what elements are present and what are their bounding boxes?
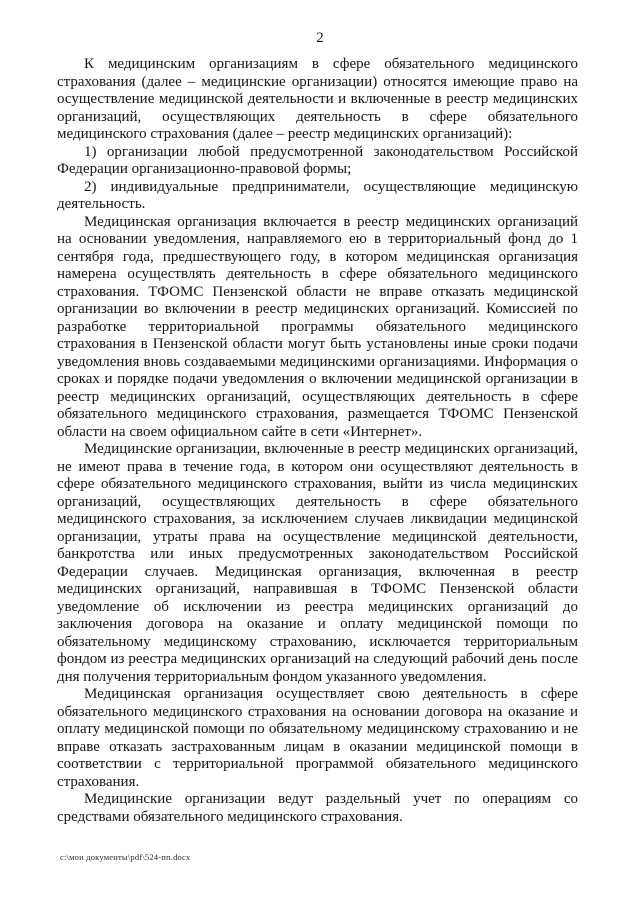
document-body — [57, 56, 578, 826]
paragraph-separate-accounting: Медицинские организации ведут раздельный учет по операциям со средствами обязательного медицинского страхования. — [57, 791, 578, 825]
paragraph-registry-inclusion: Медицинская организация включается в реестр медицинских организаций на основании уведомления, направляемого ею в территориальный фонд до 1 сентября года, предшествующего году, в котором медицинская организация намерена осуществлять деятельность в сфере обязательного медицинского страхования. ТФОМС Пензенской области не вправе отказать медицинской организации во включении в реестр медицинских организаций. Комиссией по разработке территориальной программы обязательного медицинского страхования в Пензенской области могут быть установлены иные сроки подачи уведомления вновь создаваемыми медицинскими организациями. Информация о сроках и порядке подачи уведомления о включении медицинской организации в реестр медицинских организаций, осуществляющих деятельность в сфере обязательного медицинского страхования, размещается ТФОМС Пензенской области на своем официальном сайте в сети «Интернет». — [57, 213, 578, 440]
paragraph-activity-contract: Медицинская организация осуществляет свою деятельность в сфере обязательного медицинского страхования на основании договора на оказание и оплату медицинской помощи по обязательному медицинскому страхованию и не вправе отказать застрахованным лицам в оказании медицинской помощи в соответствии с территориальной программой обязательного медицинского страхования. — [57, 686, 578, 790]
list-item-1: 1) организации любой предусмотренной законодательством Российской Федерации организационно-правовой формы; — [57, 143, 578, 177]
paragraph-intro: К медицинским организациям в сфере обязательного медицинского страхования (далее – медицинские организации) относятся имеющие право на осуществление медицинской деятельности и включенные в реестр медицинских организаций, осуществляющих деятельность в сфере обязательного медицинского страхования (далее – реестр медицинских организаций): — [57, 56, 578, 142]
page-number: 2 — [316, 30, 324, 46]
list-item-2: 2) индивидуальные предприниматели, осуществляющие медицинскую деятельность. — [57, 178, 578, 212]
file-path-footer: с:\мои документы\pdf\524-пп.docx — [60, 852, 191, 862]
paragraph-registry-exit: Медицинские организации, включенные в реестр медицинских организаций, не имеют права в течение года, в котором они осуществляют деятельность в сфере обязательного медицинского страхования, выйти из числа медицинских организаций, осуществляющих деятельность в сфере обязательного медицинского страхования, за исключением случаев ликвидации медицинской организации, утраты права на осуществление медицинской деятельности, банкротства или иных предусмотренных законодательством Российской Федерации случаев. Медицинская организация, включенная в реестр медицинских организаций, направившая в ТФОМС Пензенской области уведомление об исключении из реестра медицинских организаций до заключения договора на оказание и оплату медицинской помощи по обязательному медицинскому страхованию, исключается территориальным фондом из реестра медицинских организаций на следующий рабочий день после дня получения территориальным фондом указанного уведомления. — [57, 441, 578, 685]
